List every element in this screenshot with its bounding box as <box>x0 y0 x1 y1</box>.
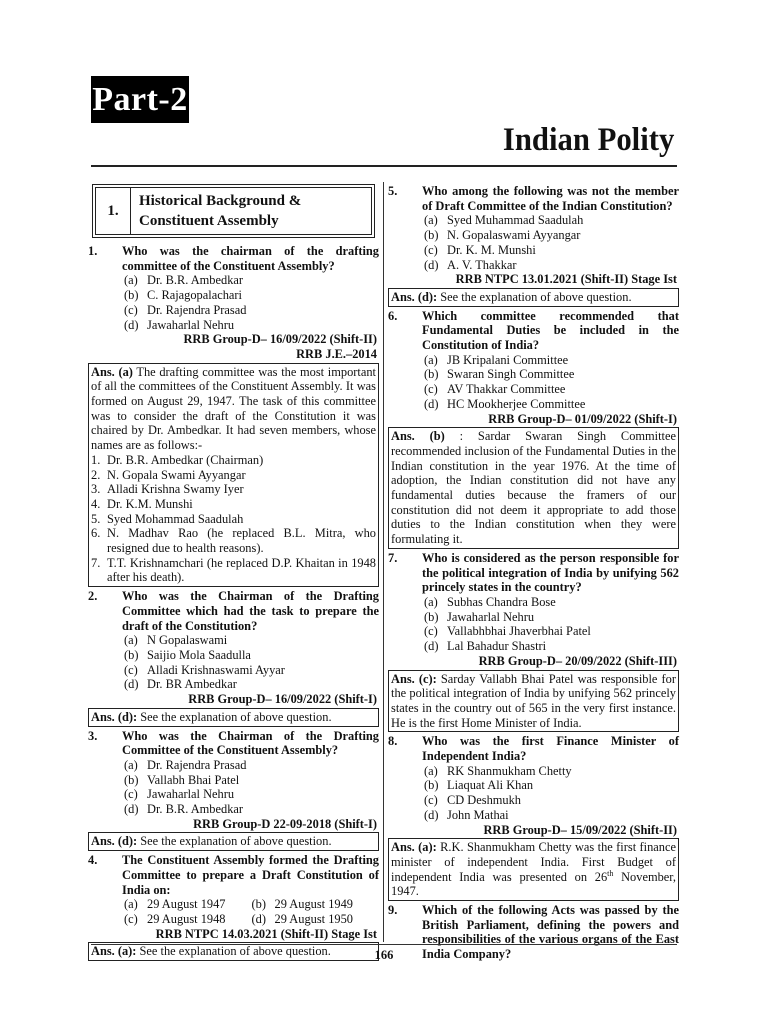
exam-source: RRB Group-D– 16/09/2022 (Shift-II) <box>183 332 377 347</box>
option: (a) Syed Muhammad Saadulah <box>424 213 584 228</box>
question-number: 3. <box>88 728 98 743</box>
option: (b) Saijio Mola Saadulla <box>124 647 251 662</box>
option: (c) AV Thakkar Committee <box>424 382 566 397</box>
question-number: 9. <box>388 903 398 918</box>
option: (a) N Gopalaswami <box>124 633 228 648</box>
question-6 <box>388 309 679 549</box>
question-8 <box>388 734 679 901</box>
answer-box <box>88 363 379 588</box>
answer-text: : Sardar Swaran Singh Committee recommended inclusion of the Fundamental Duties in the Indian constitution in the year 1976. At the time of adoption, the Indian constitution did not have any fundamental duties because the framers of our constitution did not deem it appropriate to add those duties to the Indian constitution when they were formulating it. <box>391 429 676 547</box>
member-list <box>91 453 376 585</box>
right-column <box>388 184 679 963</box>
answer-text: See the explanation of above question. <box>437 289 632 304</box>
question-text: Which committee recommended that Fundamental Duties be included in the Constitution of India? <box>422 308 679 353</box>
answer-box <box>88 832 379 851</box>
option: (d) Lal Bahadur Shastri <box>424 639 547 654</box>
exam-source: RRB Group-D– 01/09/2022 (Shift-I) <box>488 411 677 426</box>
options-list <box>388 353 679 412</box>
bottom-rule <box>91 944 677 945</box>
subject-title: Indian Polity <box>502 122 674 158</box>
answer-text: See the explanation of above question. <box>137 834 332 849</box>
answer-text: See the explanation of above question. <box>137 709 332 724</box>
question-number: 7. <box>388 550 398 565</box>
answer-label: Ans. (b) <box>391 429 445 444</box>
answer-text: The drafting committee was the most important of all the committees of the Constituent Assembly. It was formed on August 29, 1947. The task of this committee was to consider the draft of the Constitution it was chaired by Dr. Ambedkar. It had seven members, whose names are as follows:- <box>91 364 376 453</box>
option: (a) Subhas Chandra Bose <box>424 594 556 609</box>
answer-label: Ans. (a): <box>91 944 137 959</box>
member-item: 7. T.T. Krishnamchari (he replaced D.P. Khaitan in 1948 after his death). <box>91 555 376 585</box>
option: (c) Dr. K. M. Munshi <box>424 242 536 257</box>
member-item: 5. Syed Mohammad Saadulah <box>91 511 244 526</box>
question-text: Who was the first Finance Minister of Independent India? <box>422 734 679 764</box>
answer-label: Ans. (a): <box>391 840 437 855</box>
exam-source: RRB Group-D 22-09-2018 (Shift-I) <box>193 816 377 831</box>
option: (d) Dr. B.R. Ambedkar <box>124 802 244 817</box>
answer-box <box>388 427 679 549</box>
option: (b) C. Rajagopalachari <box>124 288 242 303</box>
answer-box <box>388 288 679 307</box>
option: (b) Jawaharlal Nehru <box>424 609 535 624</box>
exam-source: RRB Group-D– 20/09/2022 (Shift-III) <box>478 653 677 668</box>
exam-source: RRB Group-D– 16/09/2022 (Shift-I) <box>188 692 377 707</box>
option: (c) Jawaharlal Nehru <box>124 787 235 802</box>
option: (d) HC Mookherjee Committee <box>424 396 586 411</box>
option: (c) CD Deshmukh <box>424 793 521 808</box>
question-text: The Constituent Assembly formed the Drafting Committee to prepare a Draft Constitution of India on: <box>122 853 379 897</box>
options-list <box>388 764 679 823</box>
answer-box <box>88 708 379 727</box>
option: (a) JB Kripalani Committee <box>424 352 569 367</box>
option: (b) Vallabh Bhai Patel <box>124 772 240 787</box>
answer-text: Sarday Vallabh Bhai Patel was responsible for the political integration of India by unifying 562 princely states in the country out of 565 in the very first instance. He is the first Home Minister of India. <box>391 671 676 730</box>
question-text: Who is considered as the person responsible for the political integration of India by unifying 562 princely states in the country? <box>422 550 679 595</box>
question-text: Who was the chairman of the drafting committee of the Constituent Assembly? <box>122 244 379 273</box>
question-3 <box>88 729 379 852</box>
question-text: Who was the Chairman of the Drafting Committee of the Constituent Assembly? <box>122 728 379 758</box>
page-number: 166 <box>374 948 394 962</box>
option: (c) Dr. Rajendra Prasad <box>124 302 247 317</box>
options-list <box>388 595 679 654</box>
answer-text: November, 1947. <box>391 869 677 899</box>
options-list <box>88 273 379 332</box>
question-text: Who was the Chairman of the Drafting Committee which had the task to prepare the draft of the Constitution? <box>122 589 379 633</box>
left-column <box>88 184 379 963</box>
exam-source: RRB NTPC 14.03.2021 (Shift-II) Stage Ist <box>155 926 377 941</box>
question-7 <box>388 551 679 732</box>
option: (a) Dr. B.R. Ambedkar <box>124 273 244 288</box>
answer-label: Ans. (a) <box>91 364 133 379</box>
question-number: 2. <box>88 589 98 604</box>
part-label: Part-2 <box>91 76 189 123</box>
option: (a) Dr. Rajendra Prasad <box>124 757 247 772</box>
member-item: 2. N. Gopala Swami Ayyangar <box>91 467 246 482</box>
question-text: Which of the following Acts was passed by the British Parliament, defining the powers and responsibilities of the various organs of the East India Company? <box>422 903 679 962</box>
question-number: 8. <box>388 734 398 749</box>
question-2 <box>88 589 379 726</box>
option: (c) Vallabhbhai Jhaverbhai Patel <box>424 624 591 639</box>
question-number: 4. <box>88 853 98 868</box>
answer-label: Ans. (c): <box>391 671 437 686</box>
top-rule <box>91 165 677 167</box>
section-title: Historical Background & Constituent Assembly <box>139 193 302 229</box>
options-list <box>88 758 379 817</box>
options-list <box>388 213 679 272</box>
question-number: 1. <box>88 244 98 258</box>
member-item: 6. N. Madhav Rao (he replaced B.L. Mitra, who resigned due to health reasons). <box>91 526 376 556</box>
member-item: 4. Dr. K.M. Munshi <box>91 496 193 511</box>
option: (d) 29 August 1950 <box>251 911 353 926</box>
question-number: 5. <box>388 184 398 198</box>
section-number: 1. <box>96 188 131 234</box>
answer-text: R.K. Shanmukham Chetty was the first finance minister of independent India. First Budget of independent India was presented on 26 <box>391 840 676 884</box>
question-text: Who among the following was not the member of Draft Committee of the Indian Constitution? <box>422 184 679 213</box>
exam-source: RRB NTPC 13.01.2021 (Shift-II) Stage Ist <box>455 272 677 287</box>
section-header <box>92 184 375 238</box>
column-divider <box>383 182 384 942</box>
member-item: 1. Dr. B.R. Ambedkar (Chairman) <box>91 452 264 467</box>
option: (b) Liaquat Ali Khan <box>424 778 534 793</box>
option: (b) N. Gopalaswami Ayyangar <box>424 228 581 243</box>
answer-text: See the explanation of above question. <box>136 944 331 959</box>
option: (d) John Mathai <box>424 807 509 822</box>
option: (c) Alladi Krishnaswami Ayyar <box>124 662 285 677</box>
option: (d) A. V. Thakkar <box>424 257 517 272</box>
option: (c) 29 August 1948 <box>124 911 226 926</box>
option: (a) 29 August 1947 <box>124 897 226 912</box>
answer-label: Ans. (d): <box>91 834 138 849</box>
question-number: 6. <box>388 308 398 323</box>
exam-source: RRB J.E.–2014 <box>296 346 377 361</box>
exam-source: RRB Group-D– 15/09/2022 (Shift-II) <box>483 822 677 837</box>
option: (d) Dr. BR Ambedkar <box>124 677 237 692</box>
answer-box <box>388 670 679 733</box>
answer-label: Ans. (d): <box>91 709 138 724</box>
option: (b) Swaran Singh Committee <box>424 367 575 382</box>
option: (a) RK Shanmukham Chetty <box>424 763 572 778</box>
question-5 <box>388 184 679 307</box>
answer-box <box>388 838 679 901</box>
options-list <box>88 633 379 692</box>
options-list <box>88 897 379 926</box>
question-1 <box>88 244 379 587</box>
superscript: th <box>607 868 614 878</box>
option: (d) Jawaharlal Nehru <box>124 317 235 332</box>
option: (b) 29 August 1949 <box>251 897 353 912</box>
answer-label: Ans. (d): <box>391 289 438 304</box>
member-item: 3. Alladi Krishna Swamy Iyer <box>91 482 244 497</box>
